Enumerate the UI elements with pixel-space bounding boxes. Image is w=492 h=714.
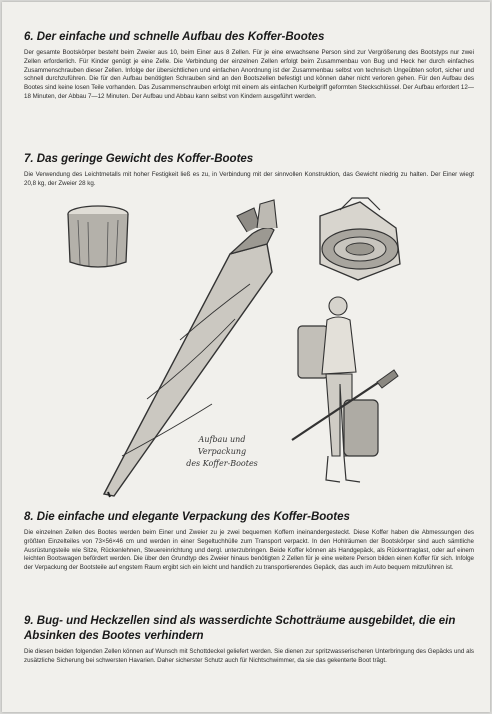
illustration-caption	[182, 434, 262, 470]
boat-cell-drawing	[68, 206, 128, 267]
section-heading: 7. Das geringe Gewicht des Koffer-Bootes	[24, 153, 254, 165]
section-body: Die einzelnen Zellen des Bootes werden beim Einer und Zweier zu je zwei bequemen Koffern ineinandergesteckt. Diese Koffer haben die Abmessungen des größten Einzelteiles von 73×56×46 cm und werden in einer Segeltuchhülle zum Transport verpackt. In den Hohlräumen der Bootskörper sind auch sämtliche Ausrüstungsteile wie Sitze, Rückenlehnen, Steuereinrichtung und dergl. unterzubringen. Beide Koffer können als Handgepäck, als Rückentraglast, oder auf einem leichten Bootswagen befördert werden. Die über den Grundtyp des Zweier hinaus benötigten 2 Zellen für je eine weitere Person bilden einen Koffer für sich. Infolge der Verpackung der Bootsteile auf engstem Raum ergibt sich ein leicht und handlich zu transportierendes Gepäck, das auch im Auto bequem mitzuführen ist.	[24, 529, 474, 572]
packed-cells-drawing	[320, 198, 400, 280]
section-body: Der gesamte Bootskörper besteht beim Zweier aus 10, beim Einer aus 8 Zellen. Für je eine erwachsene Person sind zur Vergrößerung des Bootstyps nur zwei Zellen erforderlich. Für Kinder genügt je eine Zelle. Die Verbindung der einzelnen Zellen erfolgt beim Zusammenbau von Bug und Heck her durch einfaches Zusammenschrauben dieser Zellen. Infolge der übersichtlichen und einfachen Anordnung ist der Zusammenbau selbst von technisch Ungeübten sofort, sicher und schnell durchzuführen. Die für den Aufbau benötigten Schrauben sind an den Bootszellen befestigt und können daher nicht verloren gehen. Für den Aufbau des Bootes sind keine losen Teile vorhanden. Das Zusammenschrauben erfolgt mit einem als einfachen Kurbelgriff geformten Steckschlüssel. Der Aufbau erfordert 12—18 Minuten, der Abbau 7—12 Minuten. Der Aufbau und Abbau kann selbst von Kindern ausgeführt werden.	[24, 49, 474, 100]
caption-line: des Koffer-Bootes	[186, 459, 258, 468]
section-heading: 9. Bug- und Heckzellen sind als wasserdichte Schotträume ausgebildet, die ein Absinken des Bootes verhindern	[24, 615, 456, 642]
caption-line: Verpackung	[197, 447, 247, 456]
section-7	[24, 152, 474, 189]
caption-line: Aufbau und	[198, 435, 246, 444]
section-heading: 6. Der einfache und schnelle Aufbau des Koffer-Bootes	[24, 31, 325, 43]
section-body: Die diesen beiden folgenden Zellen können auf Wunsch mit Schottdeckel geliefert werden. Sie dienen zur spritzwasserischeren Unterbringung des Gepäcks und als zusätzliche Sicherung bei schwersten Havarien. Daher sicherster Schutz auch für Nichtschwimmer, da sie das gekenterte Boot trägt.	[24, 648, 474, 664]
document-page	[2, 2, 490, 712]
section-8	[24, 510, 474, 573]
section-body: Die Verwendung des Leichtmetalls mit hoher Festigkeit ließ es zu, in Verbindung mit der sinnvollen Konstruktion, das Gewicht niedrig zu halten. Der Einer wiegt 20,8 kg, der Zweier 28 kg.	[24, 171, 474, 187]
carrying-person-drawing	[292, 297, 398, 482]
section-9	[24, 614, 474, 666]
section-6	[24, 30, 474, 102]
section-heading: 8. Die einfache und elegante Verpackung des Koffer-Bootes	[24, 511, 350, 523]
